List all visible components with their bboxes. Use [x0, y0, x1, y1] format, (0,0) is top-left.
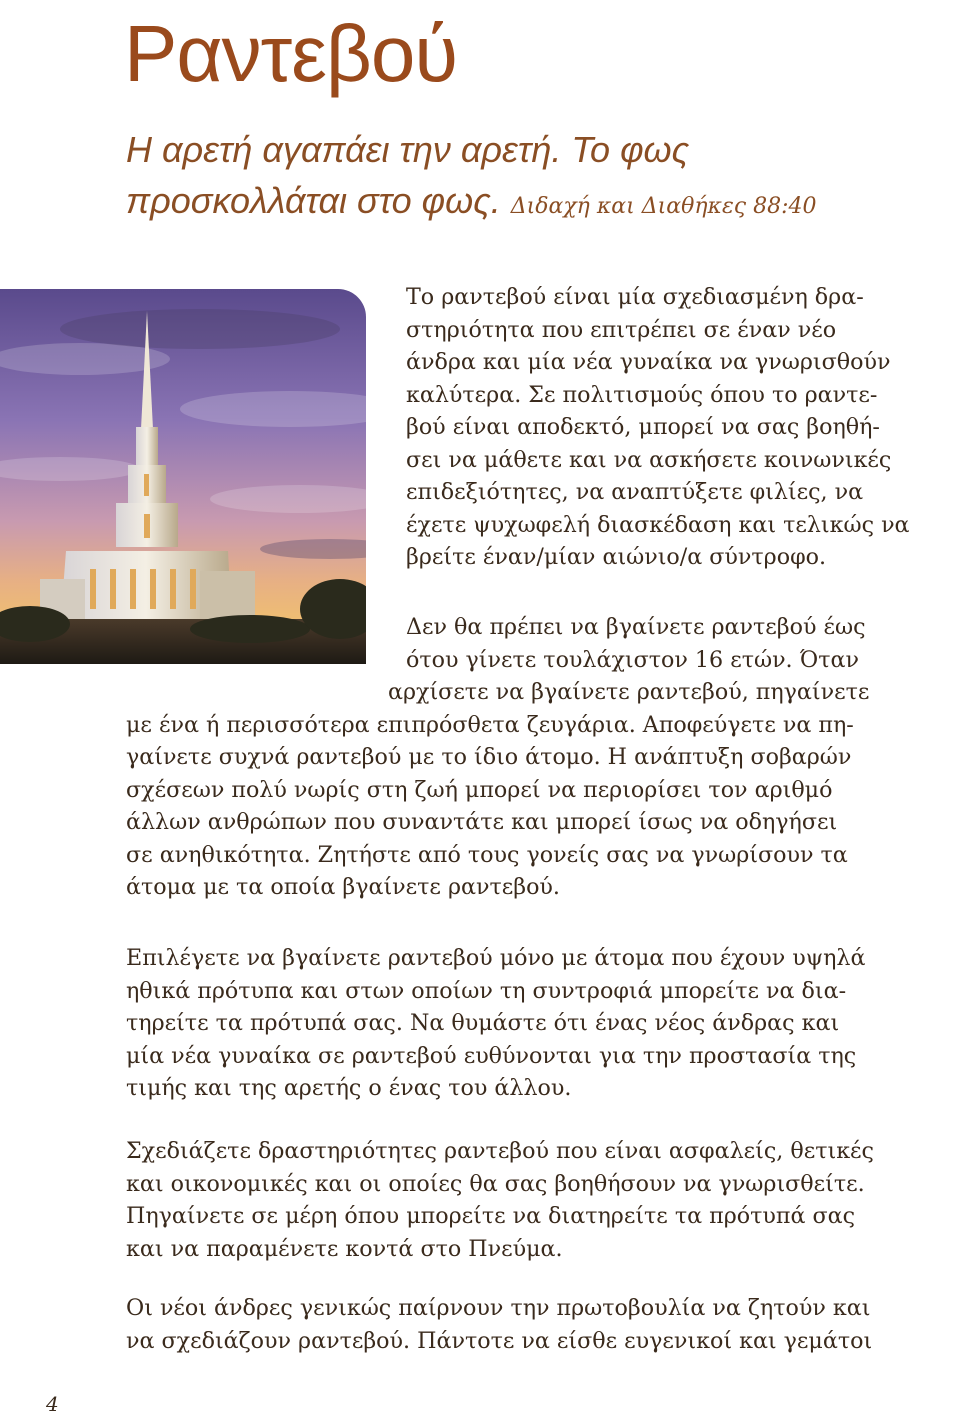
text-line: σει να μάθετε και να ασκήσετε κοινωνικές: [406, 446, 892, 473]
text-line: μία νέα γυναίκα σε ραντεβού ευθύνονται για την προστασία της: [126, 1042, 857, 1069]
paragraph-3: [126, 942, 865, 1105]
text-line: και οικονομικές και οι οποίες θα σας βοηθήσουν να γνωρισθείτε.: [126, 1170, 865, 1197]
text-line: τηρείτε τα πρότυπά σας. Να θυμάστε ότι ένας νέος άνδρας και: [126, 1010, 840, 1036]
text-line: άνδρα και μία νέα γυναίκα να γνωρισθούν: [406, 349, 891, 375]
text-line: και να παραμένετε κοντά στο Πνεύμα.: [126, 1235, 563, 1262]
text-line: Σχεδιάζετε δραστηριότητες ραντεβού που είναι ασφαλείς, θετικές: [126, 1138, 874, 1164]
text-line: Οι νέοι άνδρες γενικώς παίρνουν την πρωτοβουλία να ζητούν και: [126, 1295, 871, 1321]
text-line: ηθικά πρότυπα και στων οποίων τη συντροφιά μπορείτε να δια-: [126, 977, 847, 1004]
page-title: Ραντεβού: [124, 9, 458, 98]
text-line: Δεν θα πρέπει να βγαίνετε ραντεβού έως: [406, 614, 866, 640]
paragraph-5: [126, 1292, 872, 1357]
page-number: 4: [46, 1392, 59, 1416]
scripture-reference: Διδαχή και Διαθήκες 88:40: [510, 194, 817, 219]
text-line: καλύτερα. Σε πολιτισμούς όπου το ραντε-: [406, 381, 878, 408]
text-line: βού είναι αποδεκτό, μπορεί να σας βοηθή-: [406, 414, 880, 440]
text-line: Επιλέγετε να βγαίνετε ραντεβού μόνο με άτομα που έχουν υψηλά: [126, 945, 866, 971]
text-line: σε ανηθικότητα. Ζητήστε από τους γονείς σας να γνωρίσουν τα: [126, 841, 848, 868]
text-line: γαίνετε συχνά ραντεβού με το ίδιο άτομο. Η ανάπτυξη σοβαρών: [126, 744, 852, 770]
text-line: σχέσεων πολύ νωρίς στη ζωή μπορεί να περιορίσει τον αριθμό: [126, 776, 833, 803]
text-line: έχετε ψυχωφελή διασκέδαση και τελικώς να: [406, 511, 910, 538]
text-line: άτομα με τα οποία βγαίνετε ραντεβού.: [126, 874, 560, 900]
text-line: βρείτε έναν/μίαν αιώνιο/α σύντροφο.: [406, 544, 827, 570]
epigraph: [126, 124, 926, 232]
text-line: στηριότητα που επιτρέπει σε έναν νέο: [406, 316, 837, 343]
paragraph-4: [126, 1135, 874, 1265]
text-line: Το ραντεβού είναι μία σχεδιασμένη δρα-: [406, 284, 864, 310]
text-line: τιμής και της αρετής ο ένας του άλλου.: [126, 1075, 572, 1101]
temple-photo: [0, 289, 366, 664]
paragraph-1: [406, 281, 910, 574]
paragraph-2: [126, 611, 869, 904]
text-line: Πηγαίνετε σε μέρη όπου μπορείτε να διατηρείτε τα πρότυπά σας: [126, 1203, 856, 1229]
epigraph-quote-line-2: προσκολλάται στο φως.: [126, 180, 501, 221]
text-line: άλλων ανθρώπων που συναντάτε και μπορεί ίσως να οδηγήσει: [126, 809, 838, 835]
epigraph-quote-line-1: Η αρετή αγαπάει την αρετή. Το φως: [126, 129, 690, 170]
text-line: να σχεδιάζουν ραντεβού. Πάντοτε να είσθε ευγενικοί και γεμάτοι: [126, 1327, 873, 1354]
text-line: επιδεξιότητες, να αναπτύξετε φιλίες, να: [406, 479, 864, 505]
text-line: με ένα ή περισσότερα επιπρόσθετα ζευγάρια. Αποφεύγετε να πη-: [126, 711, 854, 738]
text-line: ότου γίνετε τουλάχιστον 16 ετών. Όταν: [406, 646, 859, 673]
text-line: αρχίσετε να βγαίνετε ραντεβού, πηγαίνετε: [388, 679, 870, 705]
